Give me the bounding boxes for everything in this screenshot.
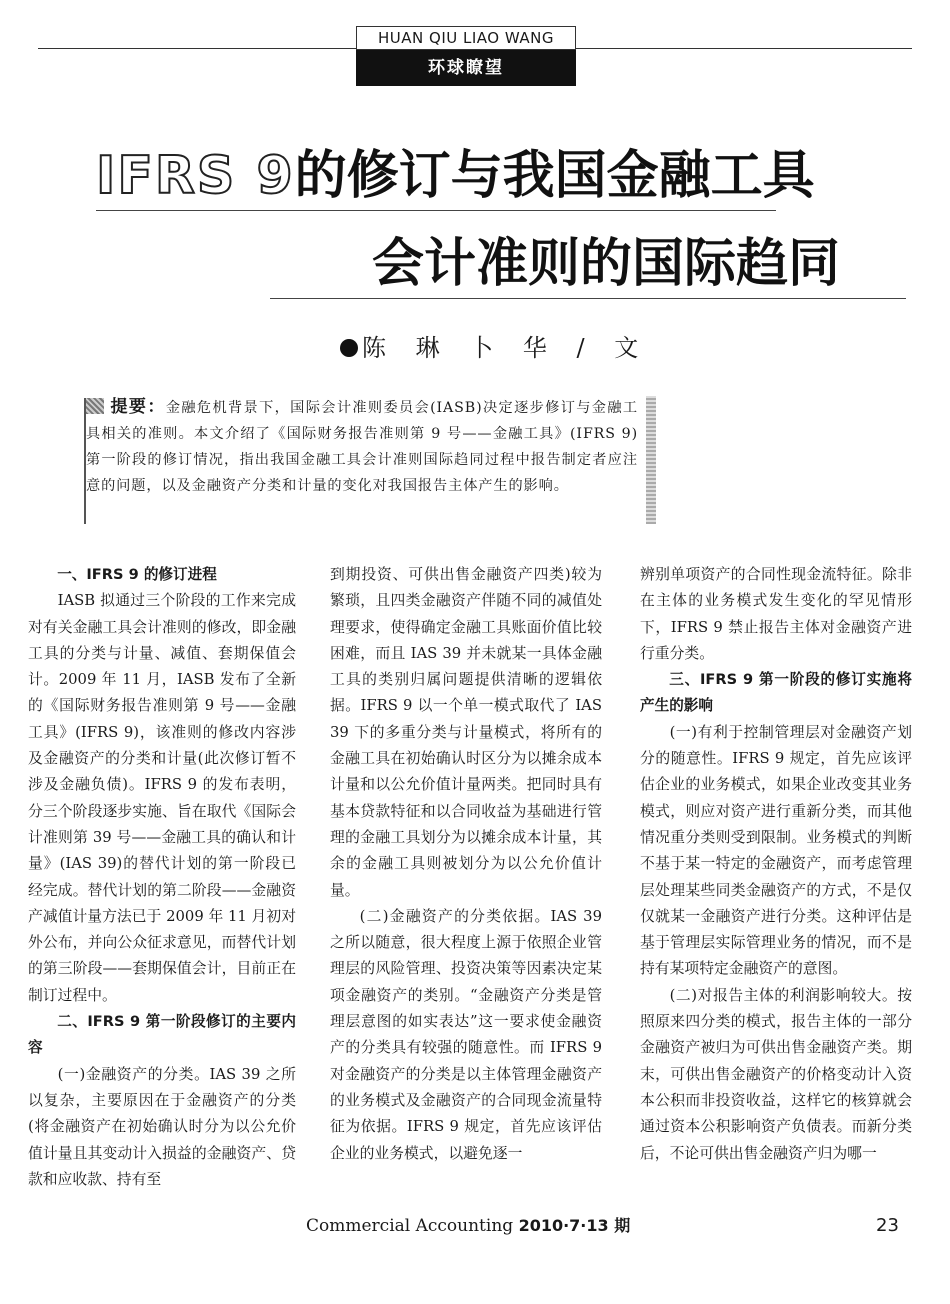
header-rule-right <box>576 48 912 49</box>
text-column-2 <box>330 562 602 1167</box>
section-heading-2: 二、IFRS 9 第一阶段修订的主要内容 <box>28 1013 296 1057</box>
paragraph: (二)金融资产的分类依据。IAS 39 之所以随意，很大程度上源于依照企业管理层的风险管理、投资决策等因素决定某项金融资产的类别。“金融资产分类是管理层意图的如实表达”这一要求使金融资产的分类具有较强的随意性。而 IFRS 9 对金融资产的分类是以主体管理金融资产的业务模式及金融资产的合同现金流量特征为依据。IFRS 9 规定，首先应该评估企业的业务模式，以避免逐一 <box>330 907 602 1162</box>
page-number: 23 <box>876 1215 899 1236</box>
text-column-1 <box>28 562 296 1193</box>
paragraph: 到期投资、可供出售金融资产四类)较为繁琐，且四类金融资产伴随不同的减值处理要求，使得确定金融工具账面价值比较困难，而且 IAS 39 并未就某一具体金融工具的类别归属问题提供清晰的逻辑依据。IFRS 9 以一个单一模式取代了 IAS 39 下的多重分类与计量模式，将所有的金融工具在初始确认时区分为以摊余成本计量和以公允价值计量两类。把同时具有基本贷款特征和以合同收益为基础进行管理的金融工具划分为以摊余成本计量，其余的金融工具则被划分为以公允价值计量。 <box>330 566 602 899</box>
paragraph: (一)金融资产的分类。IAS 39 之所以复杂，主要原因在于金融资产的分类(将金融资产在初始确认时分为以公允价值计量且其变动计入损益的金融资产、贷款和应收款、持有至 <box>28 1065 296 1188</box>
article-title-line2: 会计准则的国际趋同 <box>372 234 841 294</box>
abstract-right-bar <box>646 396 656 524</box>
title-line1-text: 的修订与我国金融工具 <box>294 146 815 206</box>
abstract-body: 金融危机背景下，国际会计准则委员会(IASB)决定逐步修订与金融工具相关的准则。本文介绍了《国际财务报告准则第 9 号——金融工具》(IFRS 9)第一阶段的修订情况，指出我国金融工具会计准则国际趋同过程中报告制定者应注意的问题，以及金融资产分类和计量的变化对我国报告主体产生的影响。 <box>86 400 638 494</box>
header-rule-left <box>38 48 356 49</box>
column-pinyin-label: HUAN QIU LIAO WANG <box>356 26 576 50</box>
paragraph: IASB 拟通过三个阶段的工作来完成对有关金融工具会计准则的修改，即金融工具的分类与计量、减值、套期保值会计。2009 年 11 月，IASB 发布了全新的《国际财务报告准则第 9 号——金融工具》(IFRS 9)，该准则的修改内容涉及金融资产的分类和计量(此次修订暂不涉及金融负债)。IFRS 9 的发布表明，分三个阶段逐步实施、旨在取代《国际会计准则第 39 号——金融工具的确认和计量》(IAS 39)的替代计划的第一阶段已经完成。替代计划的第二阶段——金融资产减值计量方法已于 2009 年 11 月初对外公布，并向公众征求意见，而替代计划的第三阶段——套期保值会计，目前正在制订过程中。 <box>28 592 296 1004</box>
title-rule-top <box>96 210 776 211</box>
article-title-line1 <box>96 146 815 206</box>
bullet-icon <box>340 339 358 357</box>
byline-suffix: / 文 <box>576 334 643 362</box>
issue-number: 2010·7·13 期 <box>518 1216 631 1235</box>
title-ifrs-prefix: IFRS 9 <box>96 146 295 206</box>
paragraph: 辨别单项资产的合同性现金流特征。除非在主体的业务模式发生变化的罕见情形下，IFRS 9 禁止报告主体对金融资产进行重分类。 <box>640 566 912 662</box>
abstract <box>86 394 638 499</box>
section-heading-1: 一、IFRS 9 的修订进程 <box>57 566 217 583</box>
authors: 陈 琳 卜 华 <box>362 334 551 362</box>
journal-name: Commercial Accounting <box>306 1216 514 1236</box>
byline <box>340 332 642 364</box>
paragraph: (二)对报告主体的利润影响较大。按照原来四分类的模式，报告主体的一部分金融资产被归为可供出售金融资产类。期末，可供出售金融资产的价格变动计入资本公积而非投资收益，这样它的核算就会通过资本公积影响资产负债表。而新分类后，不论可供出售金融资产归为哪一 <box>640 986 912 1162</box>
section-heading-3: 三、IFRS 9 第一阶段的修订实施将产生的影响 <box>640 671 912 715</box>
column-name-label: 环球瞭望 <box>356 50 576 86</box>
abstract-square-icon <box>86 398 104 414</box>
text-column-3 <box>640 562 912 1167</box>
title-rule-bottom <box>270 298 906 299</box>
paragraph: (一)有利于控制管理层对金融资产划分的随意性。IFRS 9 规定，首先应该评估企业的业务模式，如果企业改变其业务模式，则应对资产进行重新分类，而其他情况重分类则受到限制。业务模式的判断不基于某一特定的金融资产，而考虑管理层处理某些同类金融资产的方式，不是仅仅就某一金融资产进行分类。这种评估是基于管理层实际管理业务的情况，而不是持有某项特定金融资产的意图。 <box>640 723 912 978</box>
abstract-label: 提要： <box>110 397 166 417</box>
footer-journal <box>306 1214 630 1238</box>
